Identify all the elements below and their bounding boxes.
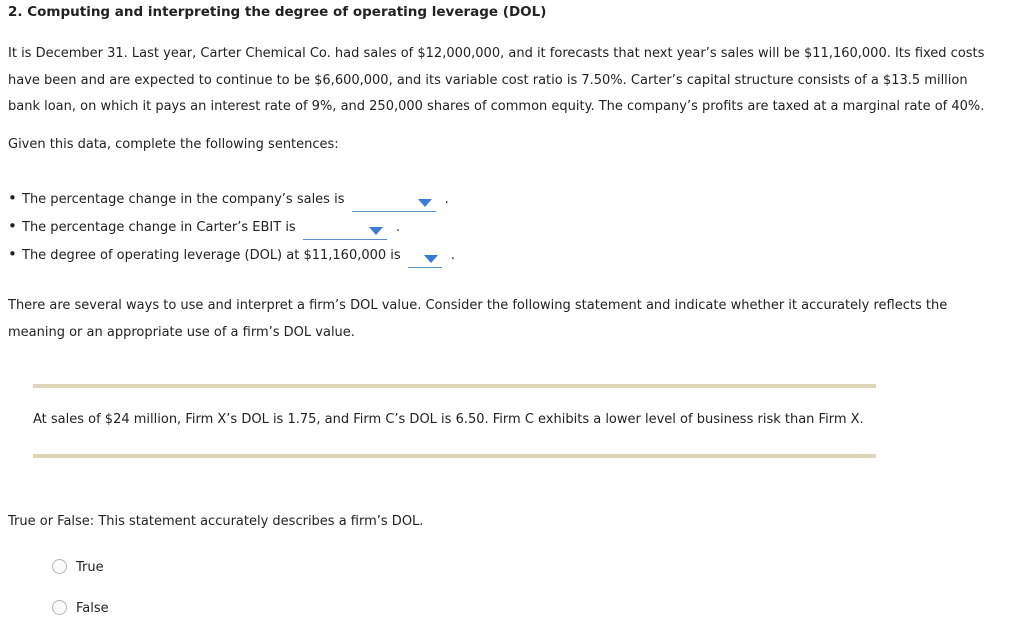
statement-divider-bottom — [33, 454, 876, 458]
sentence-list — [8, 186, 455, 270]
intro-line-1: It is December 31. Last year, Carter Chemical Co. had sales of $12,000,000, and it forecasts that next year’s sales will be $11,160,000. Its fixed costs — [8, 46, 985, 61]
instructions: Given this data, complete the following sentences: — [8, 137, 339, 152]
interpretation-paragraph — [8, 293, 1008, 346]
bullet-icon: • — [8, 245, 17, 263]
sentence-period: . — [450, 248, 455, 263]
list-item — [8, 186, 455, 214]
list-item — [8, 214, 455, 242]
option-true-label: True — [76, 560, 104, 575]
problem-description — [8, 41, 1008, 121]
chevron-down-icon — [369, 227, 383, 235]
option-false-label: False — [76, 601, 109, 616]
chevron-down-icon — [418, 199, 432, 207]
question-title: 2. Computing and interpreting the degree of operating leverage (DOL) — [8, 4, 547, 20]
sentence-ebit-change: The percentage change in Carter’s EBIT is — [22, 220, 296, 235]
sentence-period: . — [444, 192, 449, 207]
para2-line-2: meaning or an appropriate use of a firm’s DOL value. — [8, 324, 355, 340]
true-false-question: True or False: This statement accurately describes a firm’s DOL. — [8, 514, 424, 529]
sentence-period: . — [395, 220, 400, 235]
chevron-down-icon — [424, 255, 438, 263]
radio-true[interactable] — [52, 559, 67, 574]
para2-line-1: There are several ways to use and interpret a firm’s DOL value. Consider the following statement and indicate whether it accurately reflects the — [8, 298, 948, 313]
statement-text: At sales of $24 million, Firm X’s DOL is 1.75, and Firm C’s DOL is 6.50. Firm C exhibits a lower level of business risk than Firm X. — [33, 412, 864, 427]
sentence-dol: The degree of operating leverage (DOL) at $11,160,000 is — [22, 248, 401, 263]
list-item — [8, 242, 455, 270]
dol-dropdown[interactable] — [408, 249, 442, 268]
sales-change-dropdown[interactable] — [352, 193, 436, 212]
ebit-change-dropdown[interactable] — [303, 221, 387, 240]
intro-line-2: have been and are expected to continue to be $6,600,000, and its variable cost ratio is 7.50%. Carter’s capital structure consists of a $13.5 million — [8, 72, 968, 88]
statement-divider-top — [33, 384, 876, 388]
bullet-icon: • — [8, 189, 17, 207]
bullet-icon: • — [8, 217, 17, 235]
intro-line-3: bank loan, on which it pays an interest rate of 9%, and 250,000 shares of common equity. The company’s profits are taxed at a marginal rate of 40%. — [8, 99, 985, 114]
option-false[interactable] — [52, 599, 109, 619]
option-true[interactable] — [52, 558, 104, 578]
radio-false[interactable] — [52, 600, 67, 615]
sentence-sales-change: The percentage change in the company’s sales is — [22, 192, 345, 207]
